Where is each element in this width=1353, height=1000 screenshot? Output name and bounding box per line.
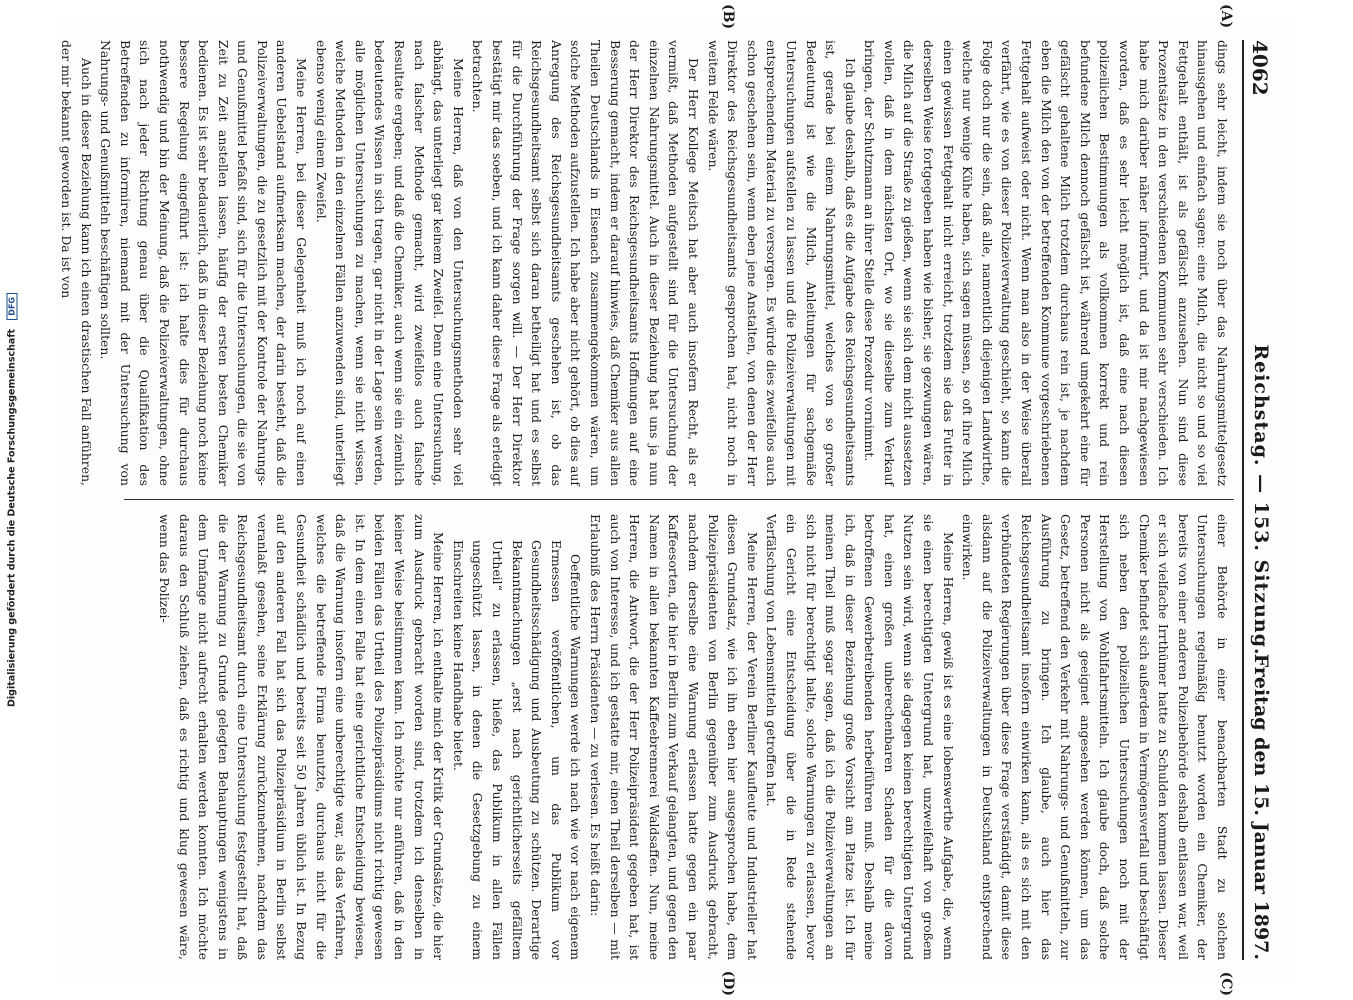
funding-imprint [0,0,24,1000]
margin-marker-a: (A) [1218,4,1234,29]
paragraph: Ich glaube deshalb, daß es die Aufgabe des Reichsgesundheitsamts ist, gerade bei einem Nahrungsmittel, welches von so großer Bedeutung ist wie die Milch, Anleitungen für sachgemäße Untersuchungen aufstellen zu lassen und die Polizeiverwaltungen mit entsprechendem Material zu versorgen. Es würde dies zweifellos auch schon geschehen sein, wenn eben jene Anstalten, von denen der Herr Direktor des Reichsgesundheitsamts gesprochen hat, nicht noch in weitem Felde wären. [705,40,858,486]
right-column [122,514,1232,960]
document-page [56,4,1296,996]
quotation: Oeffentliche Warnungen werde ich nach wie vor nach eigenem Ermessen veröffentlichen, um das Publikum vor Gesundheitsschädigung und Ausbeutung zu schützen. Derartige Bekanntmachungen „erst nach gerichtlicherseits gefälltem Urtheil“ zu erlassen, hieße, das Publikum in allen Fällen ungeschützt lassen, in denen die Gesetzgebung zu einem Einschreiten keine Handhabe bietet. [450,540,584,960]
paragraph: Auch in dieser Beziehung kann ich einen drastischen Fall anführen, der mir bekannt geworden ist. Da ist von [58,40,94,486]
paragraph: Meine Herren, gewiß ist es eine lobenswerthe Aufgabe, die, wenn sie einen berechtigten Untergrund hat, unzweifelhaft von großem Nutzen sein wird, wenn sie dagegen keinen berechtigten Untergrund hat, einen großen unberechenbaren Schaden für die davon betroffenen Gewerbetreibenden herbeiführen muß. Deshalb meine ich, daß in dieser Beziehung große Vorsicht am Platze ist. Ich für meinen Theil muß sogar sagen, daß ich die Polizeiverwaltungen an sich nicht für berechtigt halte, solche Warnungen zu erlassen, bevor ein Gericht eine Entscheidung über die in Rede stehende Verfälschung von Lebensmitteln getroffen hat. [764,514,956,960]
paragraph: Meine Herren, ich enthalte mich der Kritik der Grundsätze, die hier zum Ausdruck gebracht worden sind, trotzdem ich denselben in keiner Weise beistimmen kann. Ich möchte nur anführen, daß in den beiden Fällen das Urtheil des Polizeipräsidiums nicht richtig gewesen ist. In dem einen Falle hat eine gerichtliche Entscheidung bewiesen, daß die Warnung insofern eine unberechtigte war, als das Verfahren, welches die betreffende Firma benutzte, durchaus nicht für die Gesundheit schädlich und bereits seit 50 Jahren üblich ist. In Bezug auf den anderen Fall hat sich das Polizeipräsidium in Berlin selbst veranlaßt gesehen, seine Erklärung zurückzunehmen, nachdem das Reichsgesundheitsamt durch eine Untersuchung festgestellt hat, daß die der Warnung zu Grunde gelegten Behauptungen wenigstens in dem Umfange nicht aufrecht erhalten werden konnten. Ich möchte daraus den Schluß ziehen, daß es richtig und klug gewesen wäre, wenn das Polizei- [156,514,447,960]
margin-marker-d: (D) [720,970,736,996]
margin-marker-b: (B) [720,4,736,30]
page-title: Reichstag. — 153. Sitzung. [1250,344,1272,656]
dfg-logo: DFG [7,293,18,320]
paragraph: einer Behörde in einer benachbarten Stadt zu solchen Untersuchungen regelmäßig benutzt worden ein Chemiker, der bereits von einer anderen Polizeibehörde deshalb entlassen war, weil er sich vielfache Irrthümer hatte zu Schulden kommen lassen. Dieser Chemiker befindet sich außerdem in Vermögensverfall und beschäftigt sich neben den polizeilichen Untersuchungen noch mit der Herstellung von Wohlfahrtsmitteln. Ich glaube doch, daß solche Personen nicht als geeignet angesehen werden können, um das Gesetz, betreffend den Verkehr mit Nahrungs- und Genußmitteln, zur Ausführung zu bringen. Ich glaube, auch hier das Reichsgesundheitsamt insofern einwirken kann, als es sich mit den verbündeten Regierungen über diese Frage verständigt, damit diese alsdann auf die Polizeiverwaltungen in Deutschland entsprechend einwirken. [960,514,1230,960]
paragraph: Der Herr Kollege Meitsch hat aber auch insofern Recht, als er vermißt, daß Methoden aufgestellt sind für die Untersuchung der einzelnen Nahrungsmittel. Auch in dieser Beziehung hat uns ja nun der Herr Direktor des Reichsgesundheitsamts Hoffnungen auf eine Besserung gemacht, indem er darauf hinwies, daß Chemiker aus allen Theilen Deutschlands in Eisenach zusammengekommen wären, um solche Methoden aufzustellen. Ich habe aber nicht gehört, ob dies auf Anregung des Reichsgesundheitsamts geschehen ist, ob das Reichsgesundheitsamt selbst sich daran betheiligt hat und es selbst für die Durchführung der Frage sorgen will. — Der Herr Direktor bestätigt mir das soeben, und ich kann daher diese Frage als erledigt betrachten. [470,40,701,486]
page-header [1242,40,1274,960]
column-divider [124,499,1234,500]
imprint-text: Digitalisierung gefördert durch die Deutsche Forschungsgemeinschaft [6,329,18,707]
session-date: Freitag den 15. Januar 1897. [1250,653,1272,960]
paragraph: Meine Herren, der Verein Berliner Kaufleute und Industrieller hat diesen Grundsatz, wie ich ihn eben hier ausgesprochen habe, dem Polizeipräsidenten von Berlin gegenüber zum Ausdruck gebracht, nachdem derselbe eine Warnung erlassen hatte gegen ein paar Kaffeesorten, die hier in Berlin zum Verkauf gelangten, und gegen den Namen in allen bekannten Kaffeebrennerei Waldsaffen. Nun, meine Herren, die Antwort, die der Herr Polizeipräsident gegeben hat, ist auch von Interesse, und ich gestatte mir, einen Theil derselben — mit Erlaubniß des Herrn Präsidenten — zu verlesen. Es heißt darin: [588,514,760,960]
left-column [58,40,1232,486]
paragraph: Meine Herren, bei dieser Gelegenheit muß ich noch auf einen anderen Uebelstand aufmerksam machen, der darin besteht, daß die Polizeiverwaltungen, die zu gesetzlich mit der Kontrole der Nahrungs- und Genußmittel befaßt sind, sich für die Untersuchungen, die sie von Zeit zu Zeit anstellen lassen, häufig der ersten besten Chemiker bedienen. Es ist sehr bedauerlich, daß in dieser Beziehung noch keine bessere Regelung eingeführt ist: ich halte dies für durchaus nothwendig und bin der Meinung, daß die Polizeiverwaltungen, ohne sich nach jeder Richtung genau über die Qualifikation des Betreffenden zu informiren, niemand mit der Untersuchung von Nahrungs- und Genußmitteln beschäftigen sollten. [98,40,310,486]
paragraph: dings sehr leicht, indem sie noch über das Nahrungsmittelgesetz hinausgehen und einfach sagen: eine Milch, die nicht so und so viel Fettgehalt enthält, ist als gefälscht anzusehen. Nun sind diese Prozentsätze in den verschiedenen Kommunen sehr verschieden. Ich habe mich darüber näher informirt, und da ist mir nachgewiesen worden, daß es sehr leicht möglich ist, daß eine nach diesen polizeilichen Bestimmungen als vollkommen korrekt und rein befundene Milch dennoch gefälscht ist, während umgekehrt eine für gefälscht gehaltene Milch trotzdem durchaus rein ist, je nachdem eben die Milch den von der betreffenden Kommune vorgeschriebenen Fettgehalt aufweist oder nicht. Wenn man also in der Weise überall verfährt, wie es von dieser Polizeiverwaltung geschieht, so kann die Folge doch nur die sein, daß alle, namentlich diejenigen Landwirthe, welche nur wenige Kühe haben, sich sagen müssen, so oft ihre Milch einen gewissen Fettgehalt nicht erreicht, trotzdem sie das Futter in derselben Weise fortgegeben haben wie bisher, sie gezwungen wären, die Milch auf die Straße zu gießen, wenn sie sich dem nicht aussetzen wollen, daß in dem nächsten Ort, wo sie dieselbe zum Verkauf bringen, der Schutzmann an ihrer Stelle diese Prozedur vornimmt. [862,40,1230,486]
page-number: 4062 [1248,40,1272,96]
paragraph: Meine Herren, daß von den Untersuchungsmethoden sehr viel abhängt, das unterliegt gar keinem Zweifel. Denn eine Untersuchung, nach falscher Methode gemacht, wird zweifellos auch falsche Resultate ergeben; und daß die Chemiker, auch wenn sie ein ziemlich bedeutendes Wissen in sich tragen, gar nicht in der Lage sein werden, alle möglichen Untersuchungen zu machen, wenn sie nicht wissen, welche Methoden in den einzelnen Fällen anzuwenden sind, unterliegt ebenso wenig einem Zweifel. [313,40,466,486]
margin-marker-c: (C) [1218,971,1234,996]
